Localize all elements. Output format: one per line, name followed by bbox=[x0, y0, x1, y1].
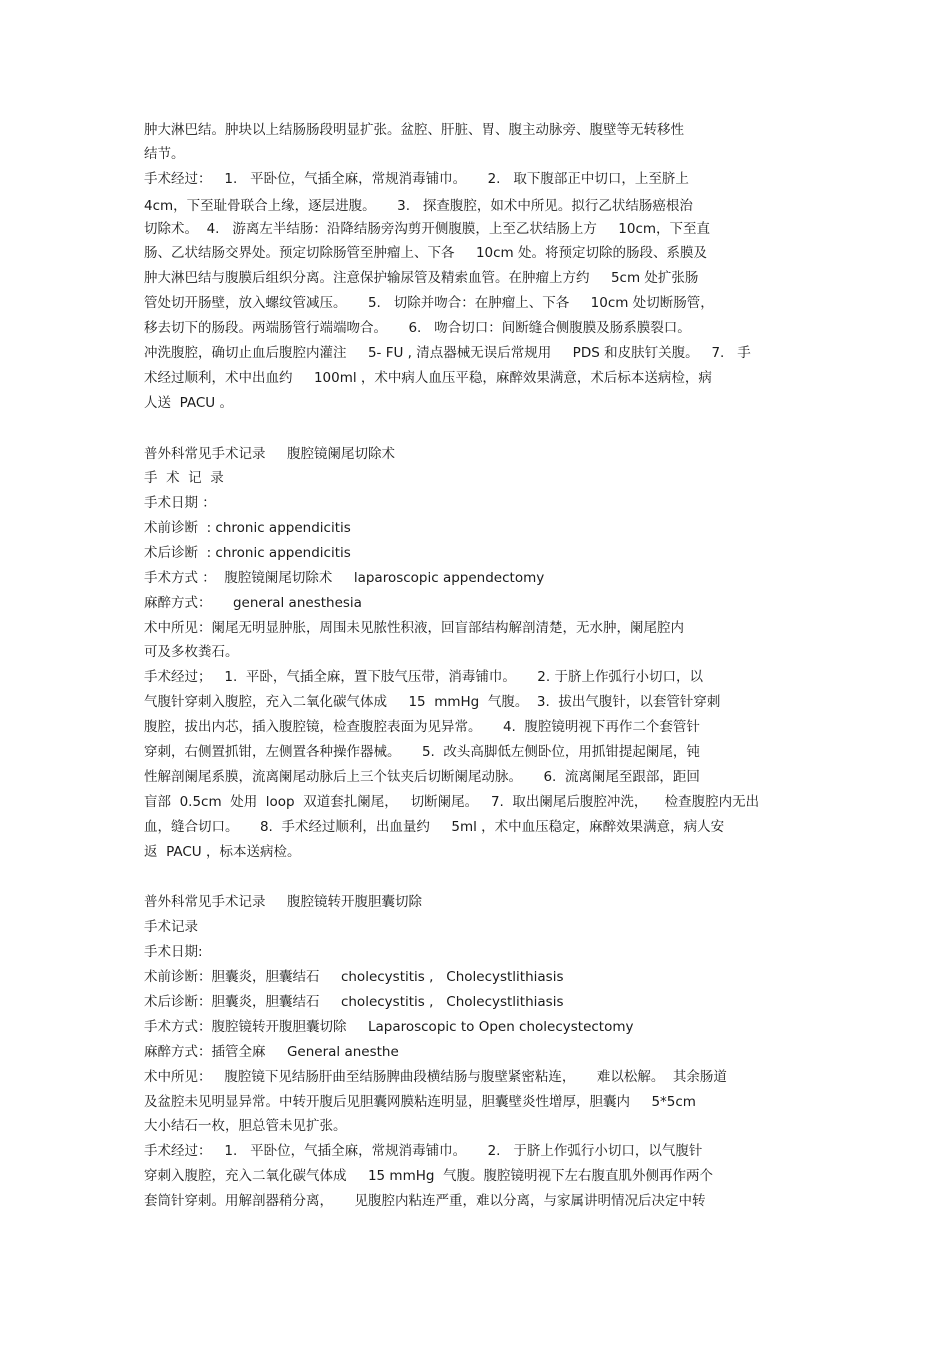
text-line: 套筒针穿刺。用解剖器稍分离， 见腹腔内粘连严重，难以分离，与家属讲明情况后决定中转 bbox=[144, 1193, 706, 1209]
section-heading: 普外科常见手术记录 腹腔镜转开腹胆囊切除 bbox=[144, 894, 422, 910]
text-line: 人送 PACU 。 bbox=[144, 395, 233, 411]
text-line: 手术经过： 1. 平卧位，气插全麻，常规消毒铺巾。 2. 取下腹部正中切口，上至脐上 bbox=[144, 171, 689, 187]
text-line: 冲洗腹腔，确切止血后腹腔内灌注 5- FU , 清点器械无误后常规用 PDS 和皮肤钉关腹。 7. 手 bbox=[144, 345, 751, 361]
text-line: 穿刺，右侧置抓钳，左侧置各种操作器械。 5. 改头高脚低左侧卧位，用抓钳提起阑尾，钝 bbox=[144, 744, 700, 760]
text-line: 血，缝合切口。 8. 手术经过顺利，出血量约 5ml ，术中血压稳定，麻醉效果满意，病人安 bbox=[144, 819, 725, 835]
text-line: 术经过顺利，术中出血约 100ml ，术中病人血压平稳，麻醉效果满意，术后标本送病检，病 bbox=[144, 370, 712, 386]
text-line: 性解剖阑尾系膜，流离阑尾动脉后上三个钛夹后切断阑尾动脉。 6. 流离阑尾至跟部，距回 bbox=[144, 769, 700, 785]
text-line: 麻醉方式： general anesthesia bbox=[144, 595, 362, 611]
text-line: 术前诊断：胆囊炎，胆囊结石 cholecystitis , Cholecystlithiasis bbox=[144, 969, 564, 985]
text-line: 麻醉方式：插管全麻 General anesthe bbox=[144, 1044, 399, 1060]
text-line: 术后诊断 : chronic appendicitis bbox=[144, 545, 351, 561]
text-line: 手术方式 ： 腹腔镜阑尾切除术 laparoscopic appendectomy bbox=[144, 570, 545, 586]
text-line: 移去切下的肠段。两端肠管行端端吻合。 6. 吻合切口：间断缝合侧腹膜及肠系膜裂口。 bbox=[144, 320, 691, 336]
text-line: 术前诊断 : chronic appendicitis bbox=[144, 520, 351, 536]
text-line: 术中所见：阑尾无明显肿胀，周围未见脓性积液，回盲部结构解剖清楚，无水肿，阑尾腔内 bbox=[144, 620, 684, 636]
section-heading: 普外科常见手术记录 腹腔镜阑尾切除术 bbox=[144, 446, 395, 462]
text-line: 手术经过； 1. 平卧，气插全麻，置下肢气压带，消毒铺巾。 2. 于脐上作弧行小切口，以 bbox=[144, 669, 703, 685]
text-line: 肿大淋巴结。肿块以上结肠肠段明显扩张。盆腔、肝脏、胃、腹主动脉旁、腹壁等无转移性 bbox=[144, 122, 684, 138]
text-line: 可及多枚粪石。 bbox=[144, 644, 239, 660]
text-line: 切除术。 4. 游离左半结肠：沿降结肠旁沟剪开侧腹膜，上至乙状结肠上方 10cm，下至直 bbox=[144, 221, 711, 237]
text-line: 气腹针穿刺入腹腔，充入二氧化碳气体成 15 mmHg 气腹。 3. 拔出气腹针，以套管针穿刺 bbox=[144, 694, 721, 710]
text-line: 管处切开肠壁，放入螺纹管减压。 5. 切除并吻合：在肿瘤上、下各 10cm 处切断肠管， bbox=[144, 295, 714, 311]
text-line: 肿大淋巴结与腹膜后组织分离。注意保护输尿管及精索血管。在肿瘤上方约 5cm 处扩张肠 bbox=[144, 270, 699, 286]
text-line: 及盆腔未见明显异常。中转开腹后见胆囊网膜粘连明显，胆囊壁炎性增厚，胆囊内 5*5cm bbox=[144, 1094, 696, 1110]
text-line: 结节。 bbox=[144, 146, 185, 162]
text-line: 术中所见： 腹腔镜下见结肠肝曲至结肠脾曲段横结肠与腹壁紧密粘连， 难以松解。 其余肠道 bbox=[144, 1069, 727, 1085]
text-line: 返 PACU ，标本送病检。 bbox=[144, 844, 301, 860]
text-line: 盲部 0.5cm 处用 loop 双道套扎阑尾， 切断阑尾。 7. 取出阑尾后腹腔冲洗， 检查腹腔内无出 bbox=[144, 794, 760, 810]
text-line: 穿刺入腹腔，充入二氧化碳气体成 15 mmHg 气腹。腹腔镜明视下左右腹直肌外侧再作两个 bbox=[144, 1168, 714, 1184]
text-line: 手术方式：腹腔镜转开腹胆囊切除 Laparoscopic to Open cholecystectomy bbox=[144, 1019, 634, 1035]
text-line: 大小结石一枚，胆总管未见扩张。 bbox=[144, 1118, 347, 1134]
text-line: 肠、乙状结肠交界处。预定切除肠管至肿瘤上、下各 10cm 处。将预定切除的肠段、系膜及 bbox=[144, 245, 707, 261]
text-line: 手术经过： 1. 平卧位，气插全麻，常规消毒铺巾。 2. 于脐上作弧行小切口，以气腹针 bbox=[144, 1143, 703, 1159]
text-line: 4cm，下至耻骨联合上缘，逐层进腹。 3. 探查腹腔，如术中所见。拟行乙状结肠癌根治 bbox=[144, 198, 693, 214]
text-line: 腹腔，拔出内芯，插入腹腔镜，检查腹腔表面为见异常。 4. 腹腔镜明视下再作二个套管针 bbox=[144, 719, 700, 735]
text-line: 手术日期 ： bbox=[144, 495, 216, 511]
text-line: 手 术 记 录 bbox=[144, 470, 224, 486]
text-line: 手术日期: bbox=[144, 944, 203, 960]
text-line: 手术记录 bbox=[144, 919, 198, 935]
text-line: 术后诊断：胆囊炎，胆囊结石 cholecystitis , Cholecystlithiasis bbox=[144, 994, 564, 1010]
